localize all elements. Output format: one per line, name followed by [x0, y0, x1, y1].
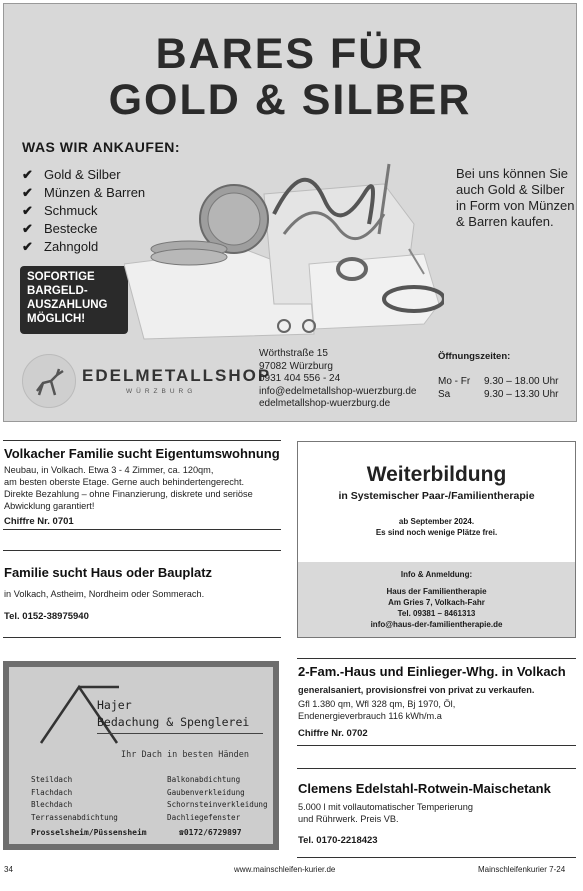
- divider: [3, 529, 281, 530]
- ad-title-tank: Clemens Edelstahl-Rotwein-Maischetank: [298, 781, 551, 796]
- divider: [3, 637, 281, 638]
- hours-row: Sa 9.30 – 13.30 Uhr: [438, 389, 559, 400]
- training-ad: [297, 441, 576, 638]
- company-name: Hajer Bedachung & Spenglerei: [97, 698, 250, 729]
- phone-icon: ☎: [179, 828, 184, 837]
- ad-body-tank: 5.000 l mit vollautomatischer Temperierung und Rührwerk. Preis VB.: [298, 802, 473, 824]
- company-location: Prosselsheim/Püssensheim: [31, 828, 147, 837]
- contact-title: Info & Anmeldung:: [400, 570, 473, 579]
- training-email-link[interactable]: info@haus-der-familientherapie.de: [370, 620, 503, 629]
- brand-city: WÜRZBURG: [126, 388, 197, 395]
- training-info: ab September 2024. Es sind noch wenige Plätze frei.: [375, 517, 498, 537]
- divider: [297, 768, 576, 769]
- buy-list-title: WAS WIR ANKAUFEN:: [22, 139, 181, 155]
- ad-title-2fam: 2-Fam.-Haus und Einlieger-Whg. in Volkach: [298, 664, 566, 679]
- opening-hours-title: Öffnungszeiten:: [438, 351, 511, 362]
- ad-title-family: Familie sucht Haus oder Bauplatz: [4, 565, 213, 580]
- phone-family: Tel. 0152-38975940: [4, 611, 89, 622]
- divider: [297, 745, 576, 746]
- side-text: Bei uns können Sie auch Gold & Silber in Form von Münzen & Barren kaufen.: [456, 166, 575, 229]
- check-icon: ✔: [22, 203, 33, 218]
- divider: [297, 658, 576, 659]
- ad-title-volkach: Volkacher Familie sucht Eigentumswohnung: [4, 446, 280, 461]
- gold-silver-ad: [3, 3, 577, 422]
- ad-subtitle-2fam: generalsaniert, provisionsfrei von privat zu verkaufen.: [298, 685, 535, 695]
- check-icon: ✔: [22, 221, 33, 236]
- cash-payout-badge: SOFORTIGE BARGELD- AUSZAHLUNG MÖGLICH!: [20, 266, 128, 334]
- ad-headline-1: BARES FÜR: [155, 30, 425, 78]
- list-item: ✔ Gold & Silber: [22, 167, 121, 182]
- opening-hours: [438, 375, 559, 401]
- jewelry-photo: [124, 154, 444, 344]
- company-phone: ☎0172/6729897: [179, 828, 242, 837]
- hours-row: Mo - Fr 9.30 – 18.00 Uhr: [438, 376, 559, 387]
- email-link[interactable]: info@edelmetallshop-wuerzburg.de: [259, 385, 417, 397]
- roofing-ad: [3, 661, 279, 850]
- ad-headline-2: GOLD & SILBER: [108, 76, 472, 124]
- phone-tank: Tel. 0170-2218423: [298, 835, 378, 846]
- training-subtitle: in Systemischer Paar-/Familientherapie: [338, 490, 535, 502]
- shop-address: Wörthstraße 15 97082 Würzburg 0931 404 556 - 24 info@edelmetallshop-wuerzburg.de edelmetallshop-wuerzburg.de: [259, 348, 417, 409]
- page-number: 34: [4, 865, 13, 874]
- divider: [97, 733, 263, 734]
- ad-body-family: in Volkach, Astheim, Nordheim oder Sommerach.: [4, 589, 205, 599]
- ad-body-2fam: Gfl 1.380 qm, Wfl 328 qm, Bj 1970, Öl, Endenergieverbrauch 116 kWh/m.a: [298, 699, 456, 721]
- check-icon: ✔: [22, 185, 33, 200]
- divider: [3, 550, 281, 551]
- deer-icon: [22, 354, 76, 408]
- chiffre-0701: Chiffre Nr. 0701: [4, 516, 74, 527]
- list-item: ✔ Münzen & Barren: [22, 185, 146, 200]
- company-slogan: Ihr Dach in besten Händen: [121, 750, 249, 760]
- list-item: ✔ Bestecke: [22, 221, 98, 236]
- training-title: Weiterbildung: [366, 463, 507, 486]
- check-icon: ✔: [22, 239, 33, 254]
- list-item: ✔ Zahngold: [22, 239, 99, 254]
- footer-issue: Mainschleifenkurier 7-24: [478, 865, 566, 874]
- services-left: Steildach Flachdach Blechdach Terrassenabdichtung: [31, 775, 118, 822]
- chiffre-0702: Chiffre Nr. 0702: [298, 728, 368, 739]
- list-item: ✔ Schmuck: [22, 203, 98, 218]
- training-contact: Info & Anmeldung: Haus der Familientherapie Am Gries 7, Volkach-Fahr Tel. 09381 – 8461313 info@haus-der-familientherapie.de: [298, 562, 575, 637]
- divider: [297, 857, 576, 858]
- check-icon: ✔: [22, 167, 33, 182]
- website-link[interactable]: edelmetallshop-wuerzburg.de: [259, 398, 391, 409]
- brand-name: EDELMETALLSHOP: [82, 366, 272, 385]
- services-right: Balkonabdichtung Gaubenverkleidung Schornsteinverkleidung Dachliegefenster: [167, 775, 268, 822]
- ad-body-volkach: Neubau, in Volkach. Etwa 3 - 4 Zimmer, ca. 120qm, am besten oberste Etage. Gerne auch behindertengerecht. Direkte Bezahlung – ohne Finanzierung, diskrete und seriöse Abwicklung garantiert!: [4, 465, 253, 511]
- footer-url[interactable]: www.mainschleifen-kurier.de: [234, 865, 336, 874]
- divider: [3, 440, 281, 441]
